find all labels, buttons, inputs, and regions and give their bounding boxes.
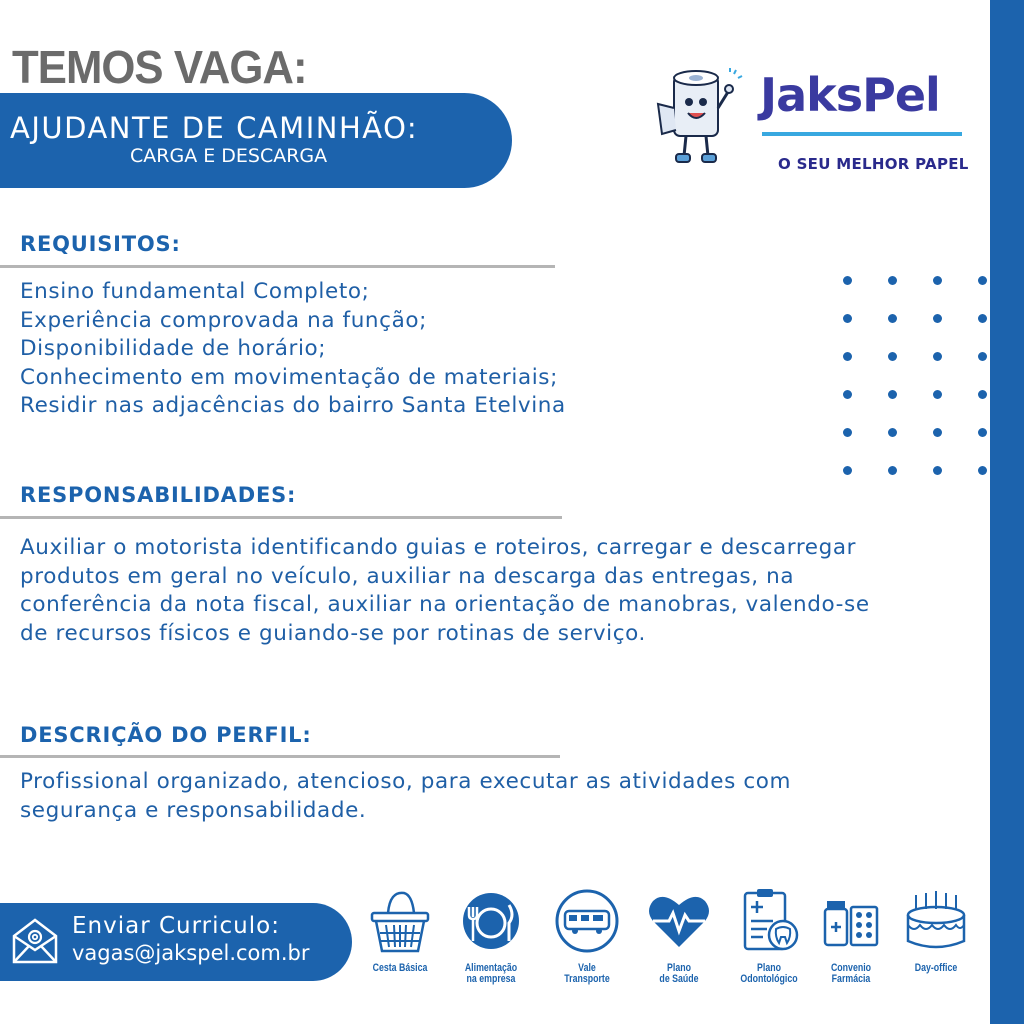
decorative-dot [933,314,942,323]
contact-email[interactable]: vagas@jakspel.com.br [72,941,310,965]
contact-label: Enviar Curriculo: [72,913,280,939]
brand-tagline: O SEU MELHOR PAPEL [778,155,969,173]
requisito-item: Disponibilidade de horário; [20,336,327,361]
benefit-label: Alimentação [464,962,518,974]
responsabilidade-line: conferência da nota fiscal, auxiliar na orientação de manobras, valendo-se [20,592,870,617]
requisitos-title: REQUISITOS: [20,232,181,256]
benefit-day-office [893,885,979,995]
cake-icon [900,885,972,957]
benefit-label: Plano [757,962,781,974]
decorative-dot [978,314,987,323]
perfil-line: Profissional organizado, atencioso, para executar as atividades com [20,769,792,794]
perfil-title: DESCRIÇÃO DO PERFIL: [20,723,312,747]
decorative-dot [888,276,897,285]
mail-icon [10,916,60,966]
decorative-dot [843,428,852,437]
decorative-dot [933,428,942,437]
responsabilidades-title: RESPONSABILIDADES: [20,483,297,507]
responsabilidades-text [20,534,870,648]
decorative-dot [888,390,897,399]
page-headline: TEMOS VAGA: [12,41,307,93]
benefit-label: Farmácia [831,973,871,985]
benefit-alimentacao [448,885,534,995]
pharmacy-icon [815,885,887,957]
job-subtitle: CARGA E DESCARGA [130,145,328,167]
benefit-label: na empresa [466,973,516,985]
requisitos-divider [0,265,555,268]
requisito-item: Conhecimento em movimentação de materiais; [20,364,558,390]
perfil-text [20,768,791,825]
benefit-vale-transporte [544,885,630,995]
plate-cutlery-icon [455,885,527,957]
decorative-dot [933,390,942,399]
responsabilidades-divider [0,516,562,519]
benefit-convenio-farmacia [808,885,894,995]
decorative-dot [978,428,987,437]
decorative-dot [978,390,987,399]
toilet-paper-mascot-icon [652,68,744,168]
benefit-label: Plano [667,962,691,974]
requisitos-list [20,278,566,421]
decorative-dot [843,466,852,475]
decorative-dot [843,276,852,285]
job-title-banner [0,93,512,188]
perfil-divider [0,755,560,758]
basket-icon [364,885,436,957]
benefit-label: Transporte [564,973,610,985]
benefit-label: Odontológico [740,973,798,985]
requisito-item: Experiência comprovada na função; [20,307,427,333]
benefit-label: Convenio [830,962,872,974]
brand-logo: JaksPel [760,68,940,122]
decorative-dot [888,428,897,437]
requisito-item: Ensino fundamental Completo; [20,279,370,304]
benefit-label: de Saúde [659,973,699,985]
decorative-dot [978,352,987,361]
decorative-dot [978,466,987,475]
decorative-dot [843,390,852,399]
responsabilidade-line: Auxiliar o motorista identificando guias e roteiros, carregar e descarregar [20,535,857,560]
right-accent-bar [990,0,1024,1024]
decorative-dot [933,352,942,361]
heart-pulse-icon [643,885,715,957]
benefit-plano-odontologico [726,885,812,995]
decorative-dot [933,466,942,475]
benefit-label: Vale [578,962,596,974]
responsabilidade-line: produtos em geral no veículo, auxiliar na descarga das entregas, na [20,563,795,589]
decorative-dot [843,314,852,323]
responsabilidade-line: de recursos físicos e guiando-se por rotinas de serviço. [20,620,646,646]
decorative-dot [843,352,852,361]
decorative-dot [888,466,897,475]
decorative-dot-grid [843,276,993,476]
job-title: AJUDANTE DE CAMINHÃO: [10,111,419,145]
benefit-cesta-basica [357,885,443,995]
decorative-dot [933,276,942,285]
benefit-label: Cesta Básica [372,962,428,974]
contact-banner [0,903,352,981]
decorative-dot [888,314,897,323]
decorative-dot [978,276,987,285]
bus-icon [551,885,623,957]
benefit-plano-saude [636,885,722,995]
decorative-dot [888,352,897,361]
dental-clipboard-icon [733,885,805,957]
requisito-item: Residir nas adjacências do bairro Santa Etelvina [20,393,566,418]
benefit-label: Day-office [914,962,958,974]
perfil-line: segurança e responsabilidade. [20,797,367,823]
logo-underline [762,132,962,136]
